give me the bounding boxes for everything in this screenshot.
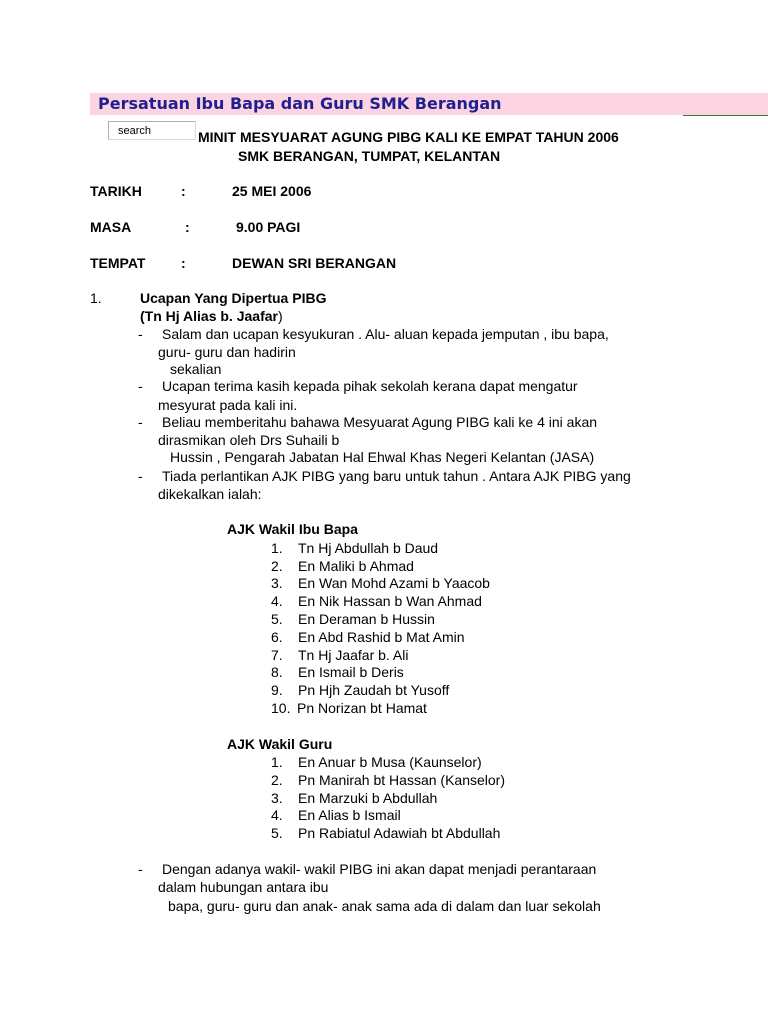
meta-label: MASA	[90, 219, 132, 235]
item-number: 1.	[90, 290, 102, 306]
bullet-dash: -	[138, 414, 143, 430]
list-item: En Marzuki b Abdullah	[298, 790, 438, 806]
bullet-line: Tiada perlantikan AJK PIBG yang baru untuk tahun . Antara AJK PIBG yang	[162, 468, 631, 484]
bullet-dash: -	[138, 861, 143, 877]
speaker-close: )	[277, 308, 283, 324]
minutes-subtitle: SMK BERANGAN, TUMPAT, KELANTAN	[238, 148, 501, 164]
list-number: 2.	[271, 558, 283, 574]
search-input[interactable]	[108, 121, 196, 140]
list-number: 3.	[271, 575, 283, 591]
item-speaker	[140, 307, 283, 325]
list-item: Pn Norizan bt Hamat	[297, 700, 427, 716]
meta-separator: :	[185, 219, 190, 235]
speaker-name: (Tn Hj Alias b. Jaafar	[140, 308, 278, 324]
list-item: En Maliki b Ahmad	[298, 558, 414, 574]
bullet-line: bapa, guru- guru dan anak- anak sama ada di dalam dan luar sekolah	[168, 898, 601, 914]
list-item: En Wan Mohd Azami b Yaacob	[298, 575, 490, 591]
bullet-dash: -	[138, 378, 143, 394]
bullet-line: guru- guru dan hadirin	[158, 344, 296, 360]
bullet-line: sekalian	[170, 361, 222, 377]
bullet-dash: -	[138, 468, 143, 484]
list-item: En Ismail b Deris	[298, 664, 404, 680]
meta-separator: :	[181, 255, 186, 271]
meta-label: TEMPAT	[90, 255, 146, 271]
list-number: 3.	[271, 790, 283, 806]
bullet-line: Salam dan ucapan kesyukuran . Alu- aluan kepada jemputan , ibu bapa,	[162, 326, 609, 342]
list-number: 5.	[271, 611, 283, 627]
list-number: 1.	[271, 754, 283, 770]
meta-label: TARIKH	[90, 183, 142, 199]
meta-value: 9.00 PAGI	[236, 219, 301, 235]
list-item: Pn Hjh Zaudah bt Yusoff	[298, 682, 450, 698]
list-number: 9.	[271, 682, 283, 698]
list-item: En Nik Hassan b Wan Ahmad	[298, 593, 482, 609]
minutes-title: MINIT MESYUARAT AGUNG PIBG KALI KE EMPAT TAHUN 2006	[198, 129, 619, 145]
meta-value: DEWAN SRI BERANGAN	[232, 255, 397, 271]
list-item: En Abd Rashid b Mat Amin	[298, 629, 465, 645]
bullet-line: Ucapan terima kasih kepada pihak sekolah kerana dapat mengatur	[162, 378, 578, 394]
header-rule	[683, 115, 768, 116]
list-item: En Alias b Ismail	[298, 807, 401, 823]
list-item: En Anuar b Musa (Kaunselor)	[298, 754, 482, 770]
list-number: 4.	[271, 593, 283, 609]
list-item: En Deraman b Hussin	[298, 611, 435, 627]
meta-value: 25 MEI 2006	[232, 183, 312, 199]
list-number: 4.	[271, 807, 283, 823]
list-number: 10.	[271, 700, 291, 716]
list-item: Tn Hj Abdullah b Daud	[298, 540, 439, 556]
bullet-line: dalam hubungan antara ibu	[158, 879, 329, 895]
list-item: Pn Manirah bt Hassan (Kanselor)	[298, 772, 505, 788]
bullet-line: dirasmikan oleh Drs Suhaili b	[158, 432, 340, 448]
item-heading: Ucapan Yang Dipertua PIBG	[140, 290, 327, 306]
ajk-ibu-bapa-heading: AJK Wakil Ibu Bapa	[227, 521, 358, 537]
bullet-line: Dengan adanya wakil- wakil PIBG ini akan dapat menjadi perantaraan	[162, 861, 597, 877]
meta-separator: :	[181, 183, 186, 199]
list-number: 6.	[271, 629, 283, 645]
list-item: Tn Hj Jaafar b. Ali	[298, 647, 409, 663]
bullet-line: mesyurat pada kali ini.	[158, 397, 298, 413]
list-number: 2.	[271, 772, 283, 788]
bullet-line: dikekalkan ialah:	[158, 486, 262, 502]
bullet-line: Hussin , Pengarah Jabatan Hal Ehwal Khas Negeri Kelantan (JASA)	[170, 449, 595, 465]
list-number: 7.	[271, 647, 283, 663]
header-title: Persatuan Ibu Bapa dan Guru SMK Berangan	[98, 94, 502, 113]
list-number: 1.	[271, 540, 283, 556]
ajk-guru-heading: AJK Wakil Guru	[227, 736, 333, 752]
list-number: 8.	[271, 664, 283, 680]
list-number: 5.	[271, 825, 283, 841]
bullet-line: Beliau memberitahu bahawa Mesyuarat Agung PIBG kali ke 4 ini akan	[162, 414, 598, 430]
list-item: Pn Rabiatul Adawiah bt Abdullah	[298, 825, 501, 841]
bullet-dash: -	[138, 326, 143, 342]
